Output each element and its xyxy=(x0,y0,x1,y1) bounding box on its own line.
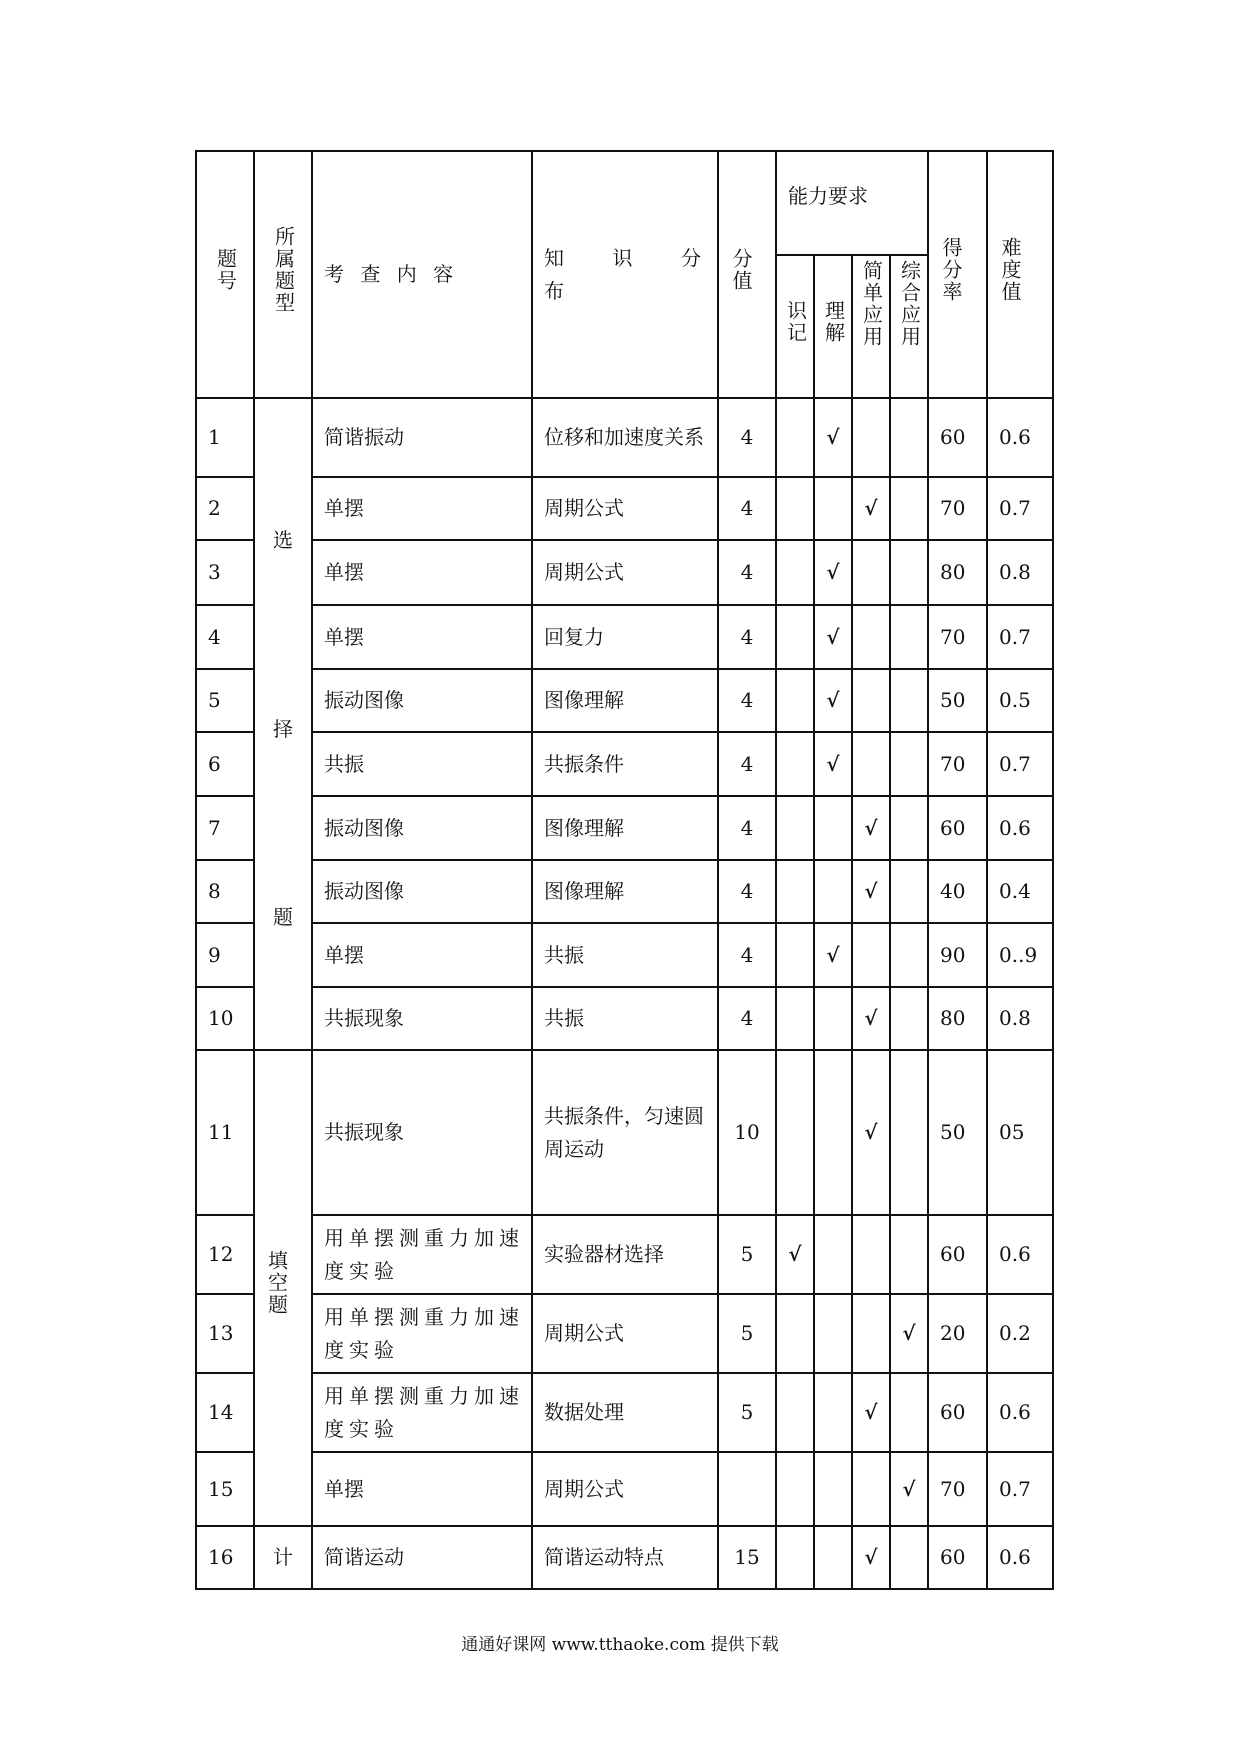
cell-empty xyxy=(776,987,814,1050)
cell-no: 4 xyxy=(196,605,254,669)
cell-empty xyxy=(814,1294,852,1373)
cell-empty xyxy=(814,796,852,860)
cell-score: 5 xyxy=(718,1215,776,1294)
group-choice-top: 选 xyxy=(273,528,293,552)
analysis-table xyxy=(195,150,1054,1590)
cell-score: 4 xyxy=(718,732,776,796)
cell-difficulty: 0.7 xyxy=(987,605,1053,669)
cell-empty xyxy=(814,860,852,923)
cell-empty xyxy=(852,1294,890,1373)
table-row xyxy=(196,398,1053,477)
cell-no: 1 xyxy=(196,398,254,477)
cell-empty xyxy=(776,605,814,669)
cell-no: 10 xyxy=(196,987,254,1050)
cell-rate: 60 xyxy=(928,1373,987,1452)
header-ability: 能力要求 xyxy=(776,151,928,255)
cell-empty xyxy=(776,1050,814,1215)
cell-difficulty: 0.6 xyxy=(987,1373,1053,1452)
cell-empty xyxy=(776,796,814,860)
cell-rate: 90 xyxy=(928,923,987,987)
group-choice-bot: 题 xyxy=(273,905,293,929)
header-simple: 简单应用 xyxy=(852,255,890,398)
cell-difficulty: 0.6 xyxy=(987,1215,1053,1294)
cell-knowledge: 共振 xyxy=(532,923,718,987)
header-score: 分值 xyxy=(718,151,776,398)
cell-no: 11 xyxy=(196,1050,254,1215)
cell-difficulty: 0.7 xyxy=(987,477,1053,540)
cell-no: 13 xyxy=(196,1294,254,1373)
cell-knowledge: 图像理解 xyxy=(532,796,718,860)
check-mark: √ xyxy=(814,540,852,605)
group-choice-mid: 择 xyxy=(273,716,293,741)
cell-content: 共振现象 xyxy=(312,987,532,1050)
cell-empty xyxy=(814,987,852,1050)
header-knowledge: 知 识 分 布 xyxy=(532,151,718,398)
cell-no: 7 xyxy=(196,796,254,860)
cell-empty xyxy=(890,1050,928,1215)
cell-empty xyxy=(890,398,928,477)
group-calc-label: 计 xyxy=(273,1545,293,1569)
table-row xyxy=(196,1373,1053,1452)
cell-no: 3 xyxy=(196,540,254,605)
cell-empty xyxy=(776,732,814,796)
table-row xyxy=(196,669,1053,732)
cell-rate: 70 xyxy=(928,1452,987,1526)
cell-empty xyxy=(776,1373,814,1452)
cell-empty xyxy=(890,732,928,796)
check-mark: √ xyxy=(890,1452,928,1526)
cell-difficulty: 0.8 xyxy=(987,540,1053,605)
cell-empty xyxy=(814,1526,852,1589)
cell-empty xyxy=(852,605,890,669)
cell-empty xyxy=(890,987,928,1050)
check-mark: √ xyxy=(814,669,852,732)
header-recall: 识记 xyxy=(776,255,814,398)
cell-score: 15 xyxy=(718,1526,776,1589)
cell-rate: 80 xyxy=(928,540,987,605)
cell-empty xyxy=(852,732,890,796)
table-row xyxy=(196,540,1053,605)
header-content: 考 查 内 容 xyxy=(312,151,532,398)
cell-content: 共振现象 xyxy=(312,1050,532,1215)
cell-content: 振动图像 xyxy=(312,860,532,923)
cell-empty xyxy=(776,398,814,477)
cell-difficulty: 05 xyxy=(987,1050,1053,1215)
cell-content: 振动图像 xyxy=(312,796,532,860)
cell-empty xyxy=(776,1526,814,1589)
cell-rate: 60 xyxy=(928,1526,987,1589)
check-mark: √ xyxy=(890,1294,928,1373)
cell-rate: 70 xyxy=(928,477,987,540)
cell-rate: 60 xyxy=(928,398,987,477)
cell-difficulty: 0.2 xyxy=(987,1294,1053,1373)
cell-no: 14 xyxy=(196,1373,254,1452)
cell-difficulty: 0.6 xyxy=(987,1526,1053,1589)
cell-empty xyxy=(890,1215,928,1294)
cell-empty xyxy=(814,1452,852,1526)
cell-rate: 60 xyxy=(928,1215,987,1294)
check-mark: √ xyxy=(852,477,890,540)
cell-content: 用单摆测重力加速度实验 xyxy=(312,1294,532,1373)
table-row xyxy=(196,477,1053,540)
cell-score: 5 xyxy=(718,1294,776,1373)
group-choice xyxy=(254,398,312,1050)
cell-content: 单摆 xyxy=(312,540,532,605)
cell-rate: 50 xyxy=(928,669,987,732)
cell-empty xyxy=(890,605,928,669)
cell-empty xyxy=(852,1452,890,1526)
cell-score: 4 xyxy=(718,796,776,860)
header-row-1 xyxy=(196,151,1053,255)
cell-content: 单摆 xyxy=(312,605,532,669)
cell-score: 10 xyxy=(718,1050,776,1215)
cell-empty xyxy=(852,398,890,477)
cell-rate: 70 xyxy=(928,732,987,796)
cell-score: 4 xyxy=(718,987,776,1050)
cell-score: 4 xyxy=(718,860,776,923)
cell-empty xyxy=(890,540,928,605)
cell-score: 4 xyxy=(718,923,776,987)
cell-score: 4 xyxy=(718,605,776,669)
check-mark: √ xyxy=(852,860,890,923)
table-row xyxy=(196,1050,1053,1215)
cell-knowledge: 共振 xyxy=(532,987,718,1050)
cell-score: 4 xyxy=(718,398,776,477)
table-body xyxy=(196,398,1053,1589)
table-row xyxy=(196,987,1053,1050)
table-row xyxy=(196,1452,1053,1526)
cell-empty xyxy=(776,1452,814,1526)
cell-rate: 50 xyxy=(928,1050,987,1215)
table-row xyxy=(196,732,1053,796)
cell-content: 共振 xyxy=(312,732,532,796)
cell-content: 单摆 xyxy=(312,477,532,540)
cell-knowledge: 位移和加速度关系 xyxy=(532,398,718,477)
header-understand: 理解 xyxy=(814,255,852,398)
cell-no: 16 xyxy=(196,1526,254,1589)
cell-no: 6 xyxy=(196,732,254,796)
cell-empty xyxy=(890,1526,928,1589)
cell-no: 15 xyxy=(196,1452,254,1526)
check-mark: √ xyxy=(852,1373,890,1452)
cell-empty xyxy=(852,540,890,605)
cell-knowledge: 数据处理 xyxy=(532,1373,718,1452)
cell-knowledge: 回复力 xyxy=(532,605,718,669)
check-mark: √ xyxy=(814,732,852,796)
cell-rate: 40 xyxy=(928,860,987,923)
cell-knowledge: 图像理解 xyxy=(532,860,718,923)
cell-empty xyxy=(890,669,928,732)
table-row xyxy=(196,923,1053,987)
cell-empty xyxy=(814,1215,852,1294)
cell-score: 4 xyxy=(718,477,776,540)
cell-content: 用单摆测重力加速度实验 xyxy=(312,1373,532,1452)
table-row xyxy=(196,860,1053,923)
cell-no: 5 xyxy=(196,669,254,732)
cell-content: 简谐振动 xyxy=(312,398,532,477)
cell-difficulty: 0..9 xyxy=(987,923,1053,987)
check-mark: √ xyxy=(852,987,890,1050)
check-mark: √ xyxy=(814,398,852,477)
cell-difficulty: 0.6 xyxy=(987,398,1053,477)
cell-difficulty: 0.7 xyxy=(987,1452,1053,1526)
cell-no: 12 xyxy=(196,1215,254,1294)
cell-difficulty: 0.4 xyxy=(987,860,1053,923)
cell-rate: 20 xyxy=(928,1294,987,1373)
group-calc xyxy=(254,1526,312,1589)
check-mark: √ xyxy=(852,796,890,860)
cell-knowledge: 周期公式 xyxy=(532,1294,718,1373)
cell-empty xyxy=(852,923,890,987)
cell-empty xyxy=(776,860,814,923)
cell-empty xyxy=(776,923,814,987)
cell-score: 5 xyxy=(718,1373,776,1452)
check-mark: √ xyxy=(814,923,852,987)
cell-no: 8 xyxy=(196,860,254,923)
header-difficulty: 难度值 xyxy=(987,151,1053,398)
header-rate: 得分率 xyxy=(928,151,987,398)
cell-knowledge: 简谐运动特点 xyxy=(532,1526,718,1589)
table-row xyxy=(196,1294,1053,1373)
table-row xyxy=(196,1215,1053,1294)
cell-score xyxy=(718,1452,776,1526)
cell-knowledge: 共振条件，匀速圆周运动 xyxy=(532,1050,718,1215)
table-row xyxy=(196,605,1053,669)
cell-no: 9 xyxy=(196,923,254,987)
cell-knowledge: 图像理解 xyxy=(532,669,718,732)
cell-empty xyxy=(852,1215,890,1294)
cell-empty xyxy=(776,1294,814,1373)
cell-content: 用单摆测重力加速度实验 xyxy=(312,1215,532,1294)
cell-empty xyxy=(814,477,852,540)
cell-difficulty: 0.5 xyxy=(987,669,1053,732)
cell-knowledge: 周期公式 xyxy=(532,540,718,605)
check-mark: √ xyxy=(852,1526,890,1589)
cell-empty xyxy=(776,669,814,732)
group-fill-label: 填空题 xyxy=(264,1250,289,1316)
cell-content: 单摆 xyxy=(312,1452,532,1526)
cell-content: 单摆 xyxy=(312,923,532,987)
footer-text: 通通好课网 www.tthaoke.com 提供下载 xyxy=(461,1635,779,1655)
cell-knowledge: 周期公式 xyxy=(532,477,718,540)
check-mark: √ xyxy=(814,605,852,669)
cell-knowledge: 实验器材选择 xyxy=(532,1215,718,1294)
cell-empty xyxy=(814,1373,852,1452)
header-comprehensive: 综合应用 xyxy=(890,255,928,398)
table-row xyxy=(196,1526,1053,1589)
check-mark: √ xyxy=(852,1050,890,1215)
cell-empty xyxy=(814,1050,852,1215)
header-type: 所属题型 xyxy=(254,151,312,398)
cell-empty xyxy=(890,923,928,987)
cell-rate: 70 xyxy=(928,605,987,669)
cell-rate: 80 xyxy=(928,987,987,1050)
cell-empty xyxy=(890,477,928,540)
cell-empty xyxy=(776,540,814,605)
cell-content: 简谐运动 xyxy=(312,1526,532,1589)
cell-score: 4 xyxy=(718,540,776,605)
cell-no: 2 xyxy=(196,477,254,540)
cell-score: 4 xyxy=(718,669,776,732)
cell-empty xyxy=(890,860,928,923)
table-row xyxy=(196,796,1053,860)
cell-empty xyxy=(776,477,814,540)
cell-difficulty: 0.8 xyxy=(987,987,1053,1050)
cell-difficulty: 0.6 xyxy=(987,796,1053,860)
cell-knowledge: 共振条件 xyxy=(532,732,718,796)
cell-knowledge: 周期公式 xyxy=(532,1452,718,1526)
cell-difficulty: 0.7 xyxy=(987,732,1053,796)
header-no: 题号 xyxy=(196,151,254,398)
cell-empty xyxy=(890,1373,928,1452)
cell-empty xyxy=(890,796,928,860)
check-mark: √ xyxy=(776,1215,814,1294)
group-fill xyxy=(254,1050,312,1526)
cell-empty xyxy=(852,669,890,732)
cell-rate: 60 xyxy=(928,796,987,860)
cell-content: 振动图像 xyxy=(312,669,532,732)
